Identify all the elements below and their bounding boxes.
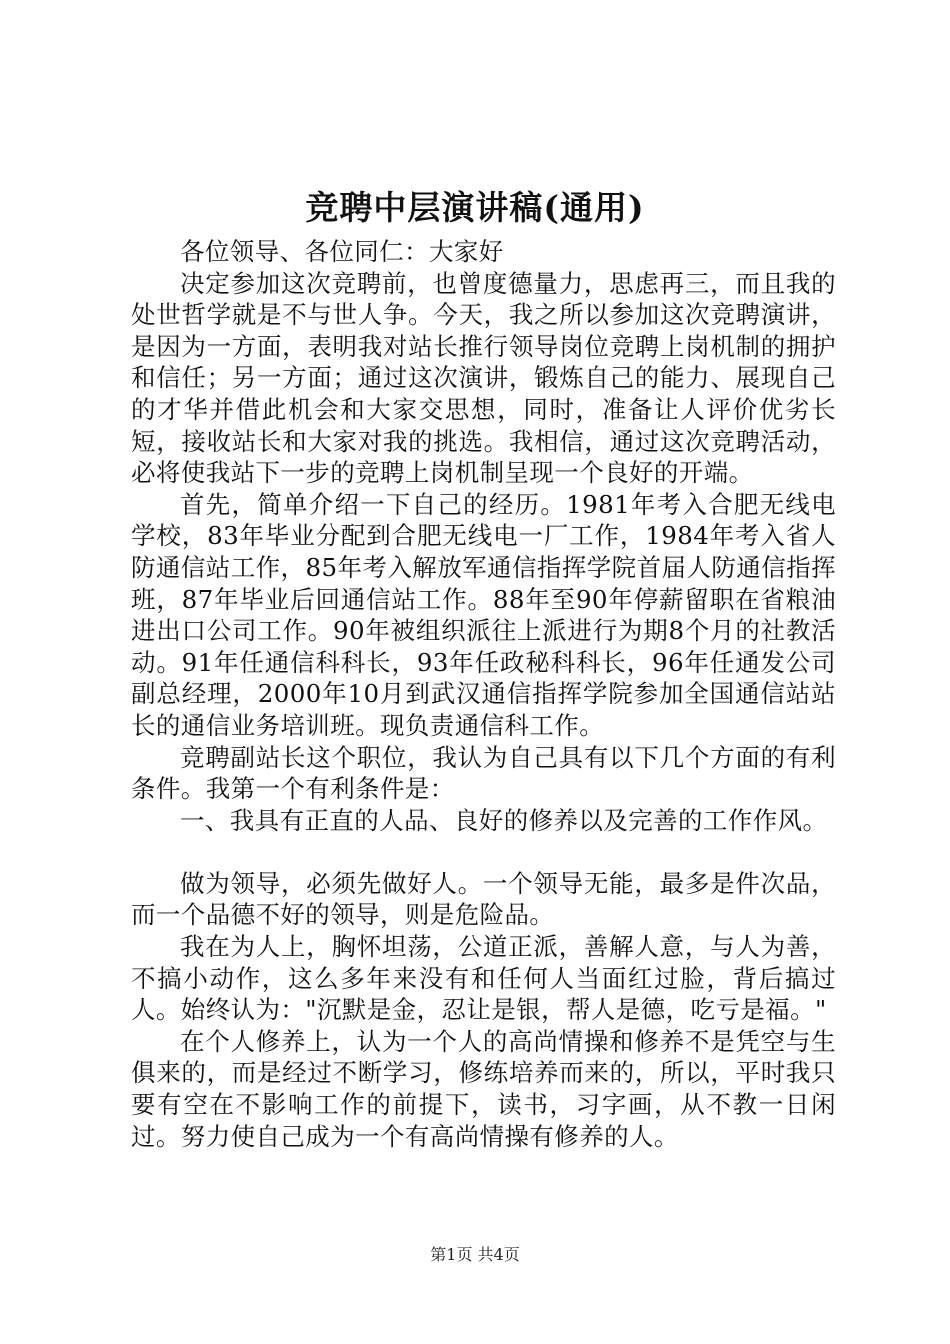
paragraph-experience: 首先，简单介绍一下自己的经历。1981年考入合肥无线电学校，83年毕业分配到合肥无线电一厂工作，1984年考入省人防通信站工作，85年考入解放军通信指挥学院首届人防通信指挥班，87年毕业后回通信站工作。88年至90年停薪留职在省粮油进出口公司工作。90年被组织派往上派进行为期8个月的社教活动。91年任通信科科长，93年任政秘科科长，96年任通发公司副总经理，2000年10月到武汉通信指挥学院参加全国通信站站长的通信业务培训班。现负责通信科工作。	[131, 489, 836, 740]
paragraph-character: 我在为人上，胸怀坦荡，公道正派，善解人意，与人为善，不搞小动作，这么多年来没有和任何人当面红过脸，背后搞过人。始终认为："沉默是金，忍让是银，帮人是德，吃亏是福。"	[131, 932, 836, 1025]
paragraph-leadership: 做为领导，必须先做好人。一个领导无能，最多是件次品，而一个品德不好的领导，则是危险品。	[131, 868, 836, 930]
paragraph-greeting: 各位领导、各位同仁：大家好	[180, 237, 504, 266]
paragraph-conditions: 竞聘副站长这个职位，我认为自己具有以下几个方面的有利条件。我第一个有利条件是：	[131, 742, 836, 804]
paragraph-condition-one: 一、我具有正直的人品、良好的修养以及完善的工作作风。	[180, 805, 828, 835]
document-title: 竞聘中层演讲稿(通用)	[305, 188, 645, 227]
document-body	[131, 236, 836, 1152]
paragraph-intro: 决定参加这次竞聘前，也曾度德量力，思虑再三，而且我的处世哲学就是不与世人争。今天，我之所以参加这次竞聘演讲，是因为一方面，表明我对站长推行领导岗位竞聘上岗机制的拥护和信任；另一方面；通过这次演讲，锻炼自己的能力、展现自己的才华并借此机会和大家交思想，同时，准备让人评价优劣长短，接收站长和大家对我的挑选。我相信，通过这次竞聘活动，必将使我站下一步的竞聘上岗机制呈现一个良好的开端。	[131, 268, 836, 488]
paragraph-cultivation: 在个人修养上，认为一个人的高尚情操和修养不是凭空与生俱来的，而是经过不断学习，修练培养而来的，所以，平时我只要有空在不影响工作的前提下，读书，习字画，从不教一日闲过。努力使自己成为一个有高尚情操有修养的人。	[131, 1026, 836, 1151]
page-number-footer: 第1页 共4页	[430, 1245, 520, 1264]
